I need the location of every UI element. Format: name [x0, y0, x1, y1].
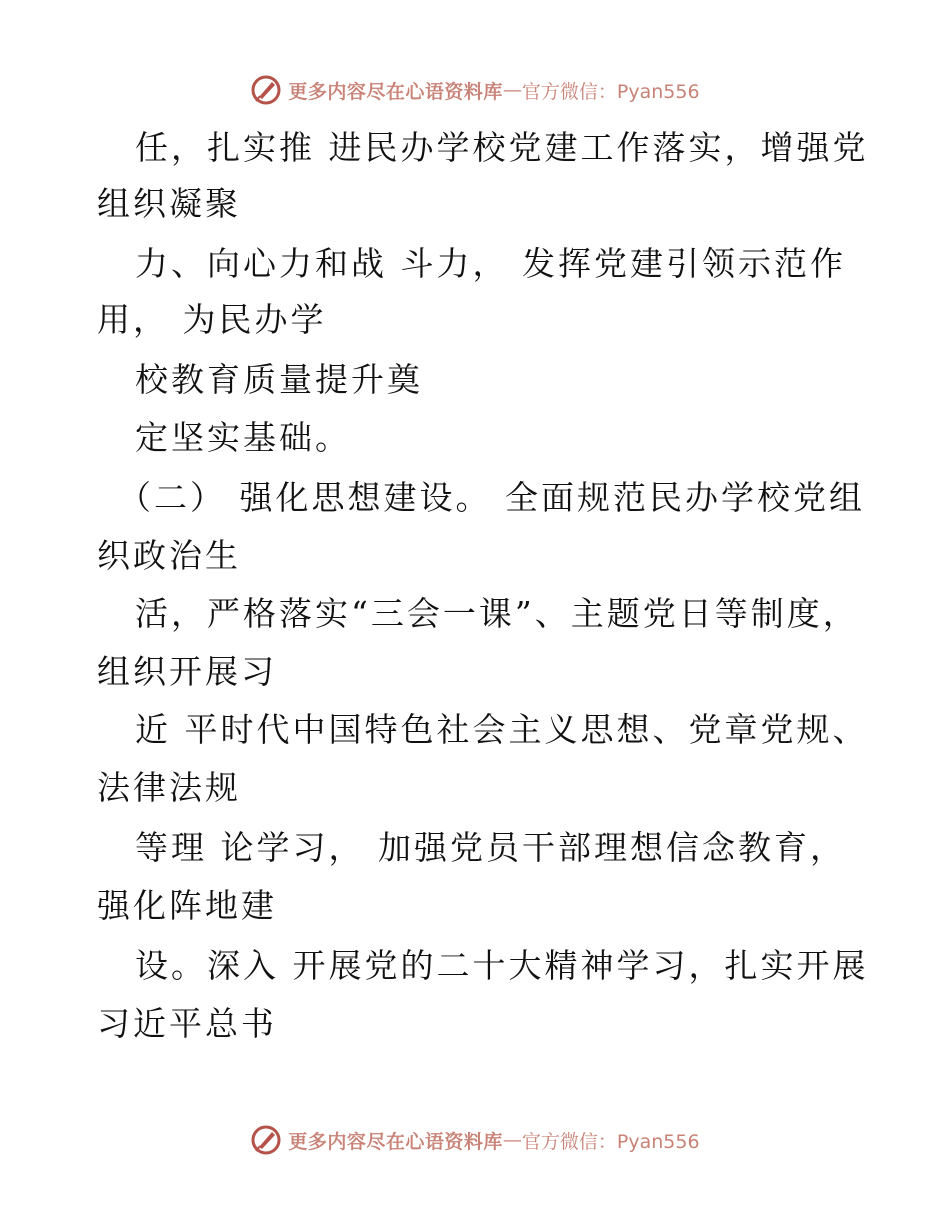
body-line: 组织开展习 [97, 652, 277, 691]
footer-contact-text: 官方微信：Pyan556 [521, 1130, 700, 1153]
body-line: 任，扎实推 进民办学校党建工作落实，增强党 [135, 128, 869, 167]
body-line: 定坚实基础。 [135, 418, 351, 457]
body-line: 用， 为民办学 [97, 300, 327, 339]
header-brand-text: 更多内容尽在心语资料库 [288, 80, 503, 103]
body-line: 校教育质量提升奠 [135, 360, 423, 399]
body-line: 组织凝聚 [97, 184, 241, 223]
header-dash: — [502, 79, 522, 101]
body-line: 活，严格落实“三会一课”、主题党日等制度， [135, 594, 859, 633]
body-line: 强化阵地建 [97, 886, 277, 925]
body-line: 等理 论学习， 加强党员干部理想信念教育， [135, 828, 846, 867]
body-line: 力、向心力和战 斗力， 发挥党建引领示范作 [135, 244, 846, 283]
header-contact-text: 官方微信：Pyan556 [521, 80, 700, 103]
body-line: 近 平时代中国特色社会主义思想、党章党规、 [135, 710, 869, 749]
quill-logo-icon [250, 1124, 282, 1156]
body-line: 织政治生 [97, 536, 241, 575]
footer-dash: — [502, 1129, 522, 1151]
header-banner [0, 70, 950, 110]
footer-brand-text: 更多内容尽在心语资料库 [288, 1130, 503, 1153]
quill-logo-icon [250, 74, 282, 106]
body-line: 习近平总书 [97, 1004, 277, 1043]
body-line: 法律法规 [97, 768, 241, 807]
body-line: 设。深入 开展党的二十大精神学习，扎实开展 [135, 946, 869, 985]
body-line: （二） 强化思想建设。 全面规范民办学校党组 [118, 478, 865, 517]
footer-banner [0, 1120, 950, 1160]
